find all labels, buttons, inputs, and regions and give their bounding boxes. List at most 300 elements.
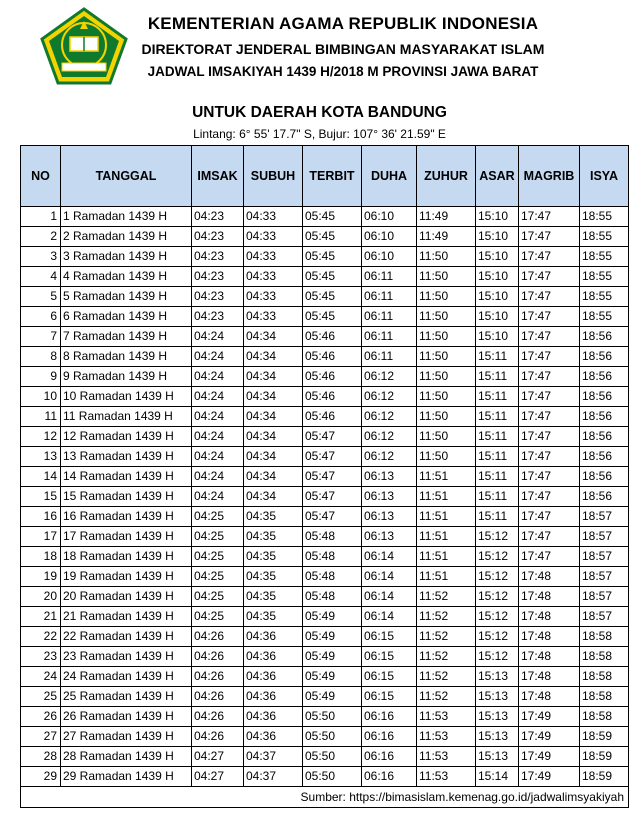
cell-magrib: 17:48 (519, 587, 580, 607)
cell-magrib: 17:48 (519, 567, 580, 587)
cell-asar: 15:10 (476, 227, 519, 247)
cell-asar: 15:11 (476, 487, 519, 507)
cell-duha: 06:16 (362, 747, 417, 767)
cell-zuhur: 11:53 (417, 747, 476, 767)
table-row (21, 747, 629, 767)
cell-subuh: 04:33 (244, 227, 303, 247)
col-no: NO (21, 146, 61, 207)
cell-terbit: 05:50 (303, 747, 362, 767)
cell-asar: 15:11 (476, 387, 519, 407)
cell-magrib: 17:47 (519, 327, 580, 347)
cell-zuhur: 11:53 (417, 767, 476, 787)
cell-isya: 18:58 (580, 687, 629, 707)
cell-zuhur: 11:51 (417, 527, 476, 547)
table-row (21, 287, 629, 307)
ministry-title: KEMENTERIAN AGAMA REPUBLIK INDONESIA (147, 14, 539, 33)
cell-terbit: 05:46 (303, 387, 362, 407)
cell-no: 26 (21, 707, 61, 727)
cell-tanggal: 11 Ramadan 1439 H (61, 407, 192, 427)
cell-terbit: 05:48 (303, 547, 362, 567)
cell-subuh: 04:36 (244, 667, 303, 687)
cell-asar: 15:12 (476, 587, 519, 607)
cell-tanggal: 8 Ramadan 1439 H (61, 347, 192, 367)
cell-asar: 15:10 (476, 247, 519, 267)
cell-asar: 15:11 (476, 447, 519, 467)
cell-no: 5 (21, 287, 61, 307)
cell-magrib: 17:47 (519, 407, 580, 427)
cell-subuh: 04:34 (244, 447, 303, 467)
schedule-title: JADWAL IMSAKIYAH 1439 H/2018 M PROVINSI JAWA BARAT (147, 64, 539, 79)
cell-zuhur: 11:50 (417, 347, 476, 367)
col-subuh: SUBUH (244, 146, 303, 207)
cell-terbit: 05:46 (303, 367, 362, 387)
cell-asar: 15:10 (476, 267, 519, 287)
cell-isya: 18:57 (580, 587, 629, 607)
cell-no: 25 (21, 687, 61, 707)
cell-tanggal: 14 Ramadan 1439 H (61, 467, 192, 487)
cell-isya: 18:59 (580, 747, 629, 767)
cell-terbit: 05:50 (303, 727, 362, 747)
cell-magrib: 17:48 (519, 647, 580, 667)
cell-terbit: 05:45 (303, 267, 362, 287)
cell-terbit: 05:47 (303, 487, 362, 507)
table-row (21, 227, 629, 247)
cell-asar: 15:13 (476, 667, 519, 687)
cell-isya: 18:56 (580, 387, 629, 407)
cell-asar: 15:13 (476, 747, 519, 767)
cell-subuh: 04:34 (244, 367, 303, 387)
cell-zuhur: 11:51 (417, 507, 476, 527)
cell-no: 7 (21, 327, 61, 347)
cell-asar: 15:11 (476, 367, 519, 387)
cell-magrib: 17:47 (519, 387, 580, 407)
cell-duha: 06:16 (362, 767, 417, 787)
table-row (21, 767, 629, 787)
cell-terbit: 05:48 (303, 567, 362, 587)
cell-magrib: 17:48 (519, 607, 580, 627)
cell-zuhur: 11:50 (417, 447, 476, 467)
cell-no: 8 (21, 347, 61, 367)
cell-terbit: 05:47 (303, 507, 362, 527)
cell-subuh: 04:37 (244, 767, 303, 787)
directorate-title: DIREKTORAT JENDERAL BIMBINGAN MASYARAKAT ISLAM (141, 41, 545, 57)
cell-subuh: 04:33 (244, 247, 303, 267)
cell-isya: 18:57 (580, 507, 629, 527)
cell-imsak: 04:23 (192, 247, 244, 267)
cell-no: 27 (21, 727, 61, 747)
cell-imsak: 04:26 (192, 667, 244, 687)
cell-imsak: 04:25 (192, 567, 244, 587)
cell-imsak: 04:24 (192, 427, 244, 447)
cell-tanggal: 13 Ramadan 1439 H (61, 447, 192, 467)
cell-zuhur: 11:51 (417, 467, 476, 487)
cell-magrib: 17:48 (519, 627, 580, 647)
cell-imsak: 04:24 (192, 327, 244, 347)
table-row (21, 527, 629, 547)
cell-subuh: 04:35 (244, 607, 303, 627)
table-row (21, 427, 629, 447)
imsakiyah-table (20, 145, 629, 808)
cell-subuh: 04:36 (244, 647, 303, 667)
cell-duha: 06:11 (362, 307, 417, 327)
cell-duha: 06:15 (362, 687, 417, 707)
cell-subuh: 04:33 (244, 207, 303, 227)
cell-terbit: 05:47 (303, 447, 362, 467)
cell-tanggal: 9 Ramadan 1439 H (61, 367, 192, 387)
cell-duha: 06:15 (362, 667, 417, 687)
cell-zuhur: 11:50 (417, 247, 476, 267)
cell-subuh: 04:35 (244, 587, 303, 607)
cell-terbit: 05:49 (303, 627, 362, 647)
cell-isya: 18:55 (580, 267, 629, 287)
col-asar: ASAR (476, 146, 519, 207)
cell-no: 18 (21, 547, 61, 567)
cell-imsak: 04:23 (192, 267, 244, 287)
cell-subuh: 04:35 (244, 567, 303, 587)
cell-tanggal: 28 Ramadan 1439 H (61, 747, 192, 767)
cell-isya: 18:58 (580, 647, 629, 667)
cell-terbit: 05:45 (303, 247, 362, 267)
cell-duha: 06:11 (362, 287, 417, 307)
cell-subuh: 04:36 (244, 707, 303, 727)
cell-isya: 18:59 (580, 727, 629, 747)
ministry-logo (40, 7, 128, 85)
cell-no: 19 (21, 567, 61, 587)
cell-isya: 18:57 (580, 607, 629, 627)
col-zuhur: ZUHUR (417, 146, 476, 207)
cell-no: 15 (21, 487, 61, 507)
cell-isya: 18:58 (580, 707, 629, 727)
cell-tanggal: 3 Ramadan 1439 H (61, 247, 192, 267)
cell-terbit: 05:49 (303, 647, 362, 667)
cell-tanggal: 15 Ramadan 1439 H (61, 487, 192, 507)
cell-imsak: 04:26 (192, 707, 244, 727)
table-row (21, 727, 629, 747)
cell-no: 14 (21, 467, 61, 487)
table-row (21, 687, 629, 707)
cell-tanggal: 6 Ramadan 1439 H (61, 307, 192, 327)
cell-zuhur: 11:50 (417, 407, 476, 427)
cell-tanggal: 26 Ramadan 1439 H (61, 707, 192, 727)
cell-imsak: 04:25 (192, 547, 244, 567)
cell-tanggal: 20 Ramadan 1439 H (61, 587, 192, 607)
table-row (21, 347, 629, 367)
cell-terbit: 05:45 (303, 287, 362, 307)
cell-subuh: 04:34 (244, 327, 303, 347)
table-row (21, 647, 629, 667)
cell-duha: 06:10 (362, 207, 417, 227)
table-row (21, 587, 629, 607)
cell-tanggal: 5 Ramadan 1439 H (61, 287, 192, 307)
cell-terbit: 05:50 (303, 767, 362, 787)
region-subtitle: UNTUK DAERAH KOTA BANDUNG (192, 104, 447, 121)
cell-asar: 15:12 (476, 627, 519, 647)
cell-no: 17 (21, 527, 61, 547)
cell-tanggal: 12 Ramadan 1439 H (61, 427, 192, 447)
cell-terbit: 05:45 (303, 307, 362, 327)
cell-tanggal: 18 Ramadan 1439 H (61, 547, 192, 567)
table-row (21, 367, 629, 387)
col-terbit: TERBIT (303, 146, 362, 207)
table-row (21, 267, 629, 287)
cell-magrib: 17:47 (519, 247, 580, 267)
cell-tanggal: 19 Ramadan 1439 H (61, 567, 192, 587)
col-duha: DUHA (362, 146, 417, 207)
cell-asar: 15:11 (476, 427, 519, 447)
cell-asar: 15:13 (476, 687, 519, 707)
cell-magrib: 17:47 (519, 547, 580, 567)
table-row (21, 467, 629, 487)
cell-duha: 06:14 (362, 587, 417, 607)
table-row (21, 307, 629, 327)
cell-isya: 18:56 (580, 347, 629, 367)
cell-no: 9 (21, 367, 61, 387)
cell-asar: 15:11 (476, 347, 519, 367)
cell-tanggal: 16 Ramadan 1439 H (61, 507, 192, 527)
cell-imsak: 04:24 (192, 407, 244, 427)
cell-imsak: 04:23 (192, 307, 244, 327)
cell-subuh: 04:36 (244, 727, 303, 747)
cell-subuh: 04:34 (244, 487, 303, 507)
cell-duha: 06:16 (362, 727, 417, 747)
cell-duha: 06:15 (362, 627, 417, 647)
col-isya: ISYA (580, 146, 629, 207)
col-imsak: IMSAK (192, 146, 244, 207)
cell-asar: 15:12 (476, 647, 519, 667)
cell-magrib: 17:49 (519, 747, 580, 767)
cell-zuhur: 11:50 (417, 387, 476, 407)
cell-duha: 06:11 (362, 347, 417, 367)
cell-duha: 06:12 (362, 387, 417, 407)
table-row (21, 327, 629, 347)
cell-no: 29 (21, 767, 61, 787)
cell-subuh: 04:36 (244, 687, 303, 707)
col-tanggal: TANGGAL (61, 146, 192, 207)
cell-magrib: 17:47 (519, 467, 580, 487)
cell-magrib: 17:47 (519, 207, 580, 227)
cell-isya: 18:57 (580, 527, 629, 547)
cell-isya: 18:58 (580, 627, 629, 647)
cell-imsak: 04:24 (192, 467, 244, 487)
cell-isya: 18:55 (580, 247, 629, 267)
cell-duha: 06:13 (362, 507, 417, 527)
cell-magrib: 17:47 (519, 287, 580, 307)
cell-subuh: 04:35 (244, 547, 303, 567)
cell-imsak: 04:26 (192, 627, 244, 647)
table-row (21, 707, 629, 727)
cell-isya: 18:59 (580, 767, 629, 787)
cell-duha: 06:16 (362, 707, 417, 727)
cell-zuhur: 11:50 (417, 287, 476, 307)
table-row (21, 387, 629, 407)
cell-imsak: 04:24 (192, 487, 244, 507)
cell-magrib: 17:48 (519, 687, 580, 707)
cell-imsak: 04:25 (192, 507, 244, 527)
cell-asar: 15:12 (476, 567, 519, 587)
cell-tanggal: 23 Ramadan 1439 H (61, 647, 192, 667)
cell-terbit: 05:50 (303, 707, 362, 727)
cell-no: 10 (21, 387, 61, 407)
table-row (21, 567, 629, 587)
cell-zuhur: 11:51 (417, 487, 476, 507)
cell-subuh: 04:36 (244, 627, 303, 647)
cell-magrib: 17:47 (519, 507, 580, 527)
cell-no: 28 (21, 747, 61, 767)
cell-duha: 06:13 (362, 527, 417, 547)
cell-magrib: 17:47 (519, 227, 580, 247)
cell-isya: 18:55 (580, 287, 629, 307)
cell-zuhur: 11:52 (417, 687, 476, 707)
cell-terbit: 05:46 (303, 347, 362, 367)
cell-isya: 18:55 (580, 227, 629, 247)
cell-magrib: 17:47 (519, 367, 580, 387)
cell-asar: 15:10 (476, 307, 519, 327)
cell-duha: 06:12 (362, 427, 417, 447)
cell-magrib: 17:49 (519, 767, 580, 787)
cell-magrib: 17:47 (519, 487, 580, 507)
cell-duha: 06:14 (362, 567, 417, 587)
cell-tanggal: 10 Ramadan 1439 H (61, 387, 192, 407)
cell-asar: 15:14 (476, 767, 519, 787)
cell-magrib: 17:48 (519, 667, 580, 687)
cell-duha: 06:11 (362, 267, 417, 287)
cell-terbit: 05:49 (303, 687, 362, 707)
cell-zuhur: 11:51 (417, 547, 476, 567)
cell-duha: 06:15 (362, 647, 417, 667)
table-row (21, 607, 629, 627)
cell-zuhur: 11:52 (417, 607, 476, 627)
cell-imsak: 04:27 (192, 767, 244, 787)
cell-isya: 18:57 (580, 547, 629, 567)
cell-magrib: 17:47 (519, 347, 580, 367)
table-row (21, 627, 629, 647)
table-header-row (21, 146, 629, 207)
source-row (21, 787, 629, 808)
cell-tanggal: 21 Ramadan 1439 H (61, 607, 192, 627)
cell-zuhur: 11:50 (417, 267, 476, 287)
cell-no: 20 (21, 587, 61, 607)
cell-isya: 18:56 (580, 487, 629, 507)
cell-imsak: 04:27 (192, 747, 244, 767)
cell-duha: 06:14 (362, 547, 417, 567)
cell-duha: 06:10 (362, 247, 417, 267)
cell-zuhur: 11:53 (417, 727, 476, 747)
col-magrib: MAGRIB (519, 146, 580, 207)
cell-asar: 15:12 (476, 607, 519, 627)
cell-no: 13 (21, 447, 61, 467)
cell-asar: 15:10 (476, 207, 519, 227)
cell-tanggal: 2 Ramadan 1439 H (61, 227, 192, 247)
table-row (21, 507, 629, 527)
cell-no: 11 (21, 407, 61, 427)
cell-no: 16 (21, 507, 61, 527)
cell-isya: 18:56 (580, 407, 629, 427)
cell-terbit: 05:49 (303, 667, 362, 687)
cell-duha: 06:13 (362, 467, 417, 487)
cell-subuh: 04:33 (244, 307, 303, 327)
cell-imsak: 04:25 (192, 607, 244, 627)
cell-no: 2 (21, 227, 61, 247)
cell-zuhur: 11:49 (417, 207, 476, 227)
cell-zuhur: 11:52 (417, 587, 476, 607)
cell-imsak: 04:24 (192, 347, 244, 367)
cell-asar: 15:11 (476, 467, 519, 487)
cell-magrib: 17:47 (519, 267, 580, 287)
cell-magrib: 17:49 (519, 707, 580, 727)
cell-terbit: 05:46 (303, 407, 362, 427)
cell-asar: 15:10 (476, 327, 519, 347)
cell-imsak: 04:26 (192, 727, 244, 747)
cell-imsak: 04:26 (192, 647, 244, 667)
coordinates: Lintang: 6° 55' 17.7" S, Bujur: 107° 36' 21.59" E (193, 127, 446, 141)
cell-asar: 15:12 (476, 527, 519, 547)
source-note: Sumber: https://bimasislam.kemenag.go.id/jadwalimsyakiyah (21, 787, 629, 808)
cell-isya: 18:56 (580, 367, 629, 387)
cell-asar: 15:11 (476, 507, 519, 527)
cell-zuhur: 11:50 (417, 367, 476, 387)
cell-subuh: 04:34 (244, 467, 303, 487)
cell-subuh: 04:34 (244, 347, 303, 367)
cell-duha: 06:13 (362, 487, 417, 507)
cell-no: 23 (21, 647, 61, 667)
cell-imsak: 04:25 (192, 587, 244, 607)
cell-no: 6 (21, 307, 61, 327)
cell-no: 21 (21, 607, 61, 627)
cell-no: 1 (21, 207, 61, 227)
cell-tanggal: 25 Ramadan 1439 H (61, 687, 192, 707)
cell-zuhur: 11:52 (417, 627, 476, 647)
cell-subuh: 04:34 (244, 427, 303, 447)
cell-imsak: 04:24 (192, 447, 244, 467)
cell-duha: 06:12 (362, 407, 417, 427)
cell-terbit: 05:47 (303, 427, 362, 447)
cell-magrib: 17:47 (519, 307, 580, 327)
cell-tanggal: 17 Ramadan 1439 H (61, 527, 192, 547)
cell-duha: 06:12 (362, 367, 417, 387)
cell-no: 22 (21, 627, 61, 647)
cell-imsak: 04:24 (192, 367, 244, 387)
cell-terbit: 05:45 (303, 227, 362, 247)
cell-isya: 18:55 (580, 307, 629, 327)
cell-imsak: 04:23 (192, 207, 244, 227)
cell-magrib: 17:47 (519, 427, 580, 447)
cell-asar: 15:10 (476, 287, 519, 307)
cell-subuh: 04:33 (244, 267, 303, 287)
cell-zuhur: 11:49 (417, 227, 476, 247)
cell-terbit: 05:46 (303, 327, 362, 347)
cell-asar: 15:12 (476, 547, 519, 567)
cell-tanggal: 4 Ramadan 1439 H (61, 267, 192, 287)
cell-zuhur: 11:52 (417, 647, 476, 667)
cell-magrib: 17:49 (519, 727, 580, 747)
cell-imsak: 04:25 (192, 527, 244, 547)
cell-terbit: 05:48 (303, 587, 362, 607)
cell-terbit: 05:49 (303, 607, 362, 627)
cell-no: 4 (21, 267, 61, 287)
cell-duha: 06:11 (362, 327, 417, 347)
cell-no: 12 (21, 427, 61, 447)
cell-asar: 15:11 (476, 407, 519, 427)
cell-zuhur: 11:53 (417, 707, 476, 727)
cell-imsak: 04:26 (192, 687, 244, 707)
cell-isya: 18:55 (580, 207, 629, 227)
cell-zuhur: 11:50 (417, 427, 476, 447)
cell-subuh: 04:33 (244, 287, 303, 307)
cell-terbit: 05:47 (303, 467, 362, 487)
table-row (21, 207, 629, 227)
cell-imsak: 04:24 (192, 387, 244, 407)
cell-magrib: 17:47 (519, 527, 580, 547)
